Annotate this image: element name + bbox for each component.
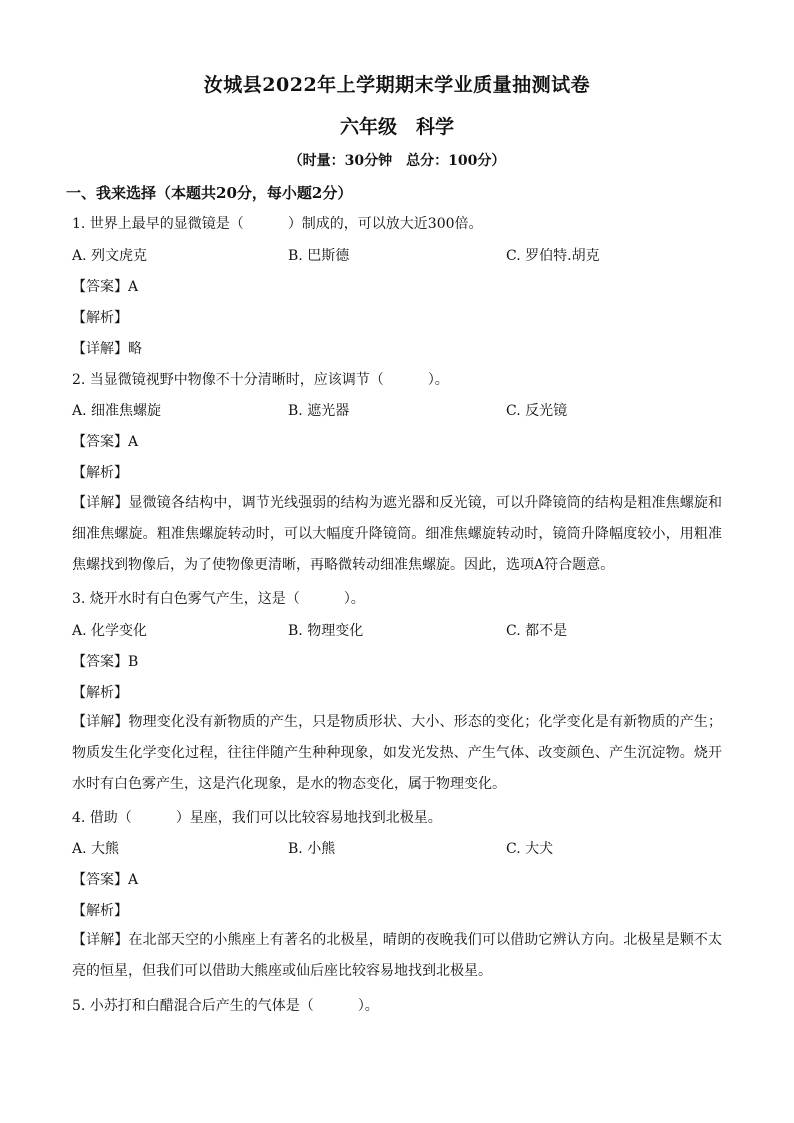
stem-text: 2. 当显微镜视野中物像不十分清晰时，应该调节（ [72,372,384,388]
answer-line: 【答案】A [72,434,139,450]
question-stem [72,995,379,1015]
question-stem [72,588,365,608]
exam-title: 汝城县2022年上学期期末学业质量抽测试卷 [203,74,591,96]
question-stem [72,369,449,389]
option-c: C. 反光镜 [506,403,568,419]
analysis-line: 【解析】 [72,310,128,326]
option-a: A. 化学变化 [72,623,148,639]
answer-line: 【答案】A [72,872,139,888]
detail-paragraph: 【详解】显微镜各结构中，调节光线强弱的结构为遮光器和反光镜，可以升降镜筒的结构是粗准焦螺旋和细准焦螺旋。粗准焦螺旋转动时，可以大幅度升降镜筒。细准焦螺旋转动时，镜筒升降幅度较小，用粗准焦螺找到物像后，为了使物像更清晰，再略微转动细准焦螺旋。因此，选项A符合题意。 [72,495,722,573]
section-title: 一、我来选择（本题共20分，每小题2分） [66,184,353,202]
stem-text: 3. 烧开水时有白色雾气产生，这是（ [72,591,300,607]
stem-text: ）。 [343,591,365,607]
option-c: C. 大犬 [506,841,554,857]
stem-text: 4. 借助（ [72,810,132,826]
answer-line: 【答案】A [72,279,139,295]
analysis-line: 【解析】 [72,685,128,701]
stem-text: ）。 [427,372,449,388]
question-stem [72,807,442,827]
option-b: B. 遮光器 [288,403,350,419]
option-c: C. 罗伯特.胡克 [506,248,600,264]
detail-line: 【详解】略 [72,341,142,357]
option-b: B. 巴斯德 [288,248,350,264]
exam-time-info: （时量：30分钟 总分：100分） [288,153,506,169]
analysis-line: 【解析】 [72,903,128,919]
option-b: B. 小熊 [288,841,336,857]
analysis-line: 【解析】 [72,465,128,481]
option-a: A. 大熊 [72,841,120,857]
stem-text: ）。 [357,998,379,1014]
stem-text: ）制成的，可以放大近300倍。 [287,216,483,232]
question-stem [72,213,483,233]
option-c: C. 都不是 [506,623,568,639]
option-a: A. 列文虎克 [72,248,148,264]
stem-text: ）星座，我们可以比较容易地找到北极星。 [175,810,442,826]
stem-text: 5. 小苏打和白醋混合后产生的气体是（ [72,998,314,1014]
option-b: B. 物理变化 [288,623,364,639]
detail-paragraph: 【详解】物理变化没有新物质的产生，只是物质形状、大小、形态的变化；化学变化是有新物质的产生；物质发生化学变化过程，往往伴随产生种种现象，如发光发热、产生气体、改变颜色、产生沉淀物。烧开水时有白色雾产生，这是汽化现象，是水的物态变化，属于物理变化。 [72,714,722,792]
answer-line: 【答案】B [72,654,139,670]
stem-text: 1. 世界上最早的显微镜是（ [72,216,244,232]
exam-subtitle: 六年级 科学 [339,116,454,138]
detail-paragraph: 【详解】在北部天空的小熊座上有著名的北极星，晴朗的夜晚我们可以借助它辨认方向。北极星是颗不太亮的恒星，但我们可以借助大熊座或仙后座比较容易地找到北极星。 [72,932,722,979]
option-a: A. 细准焦螺旋 [72,403,162,419]
